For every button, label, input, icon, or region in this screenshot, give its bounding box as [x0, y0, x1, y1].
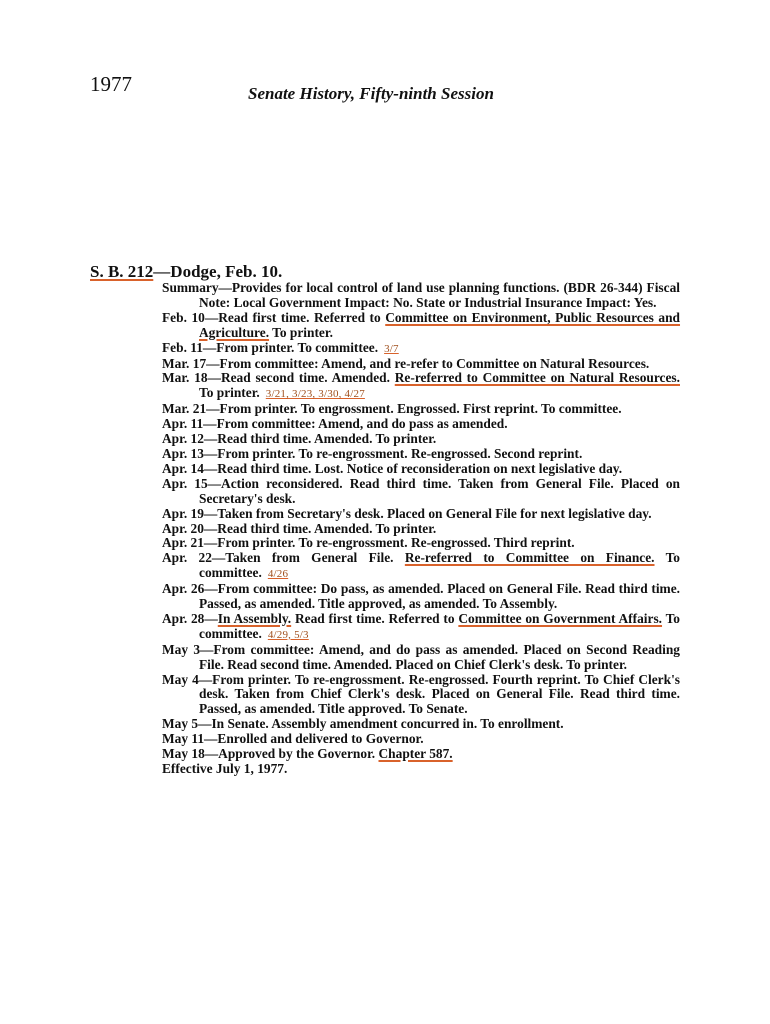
summary-entry: Summary—Provides for local control of land use planning functions. (BDR 26-344) Fiscal Note: Local Government Impact: No. State or Industrial Insurance Impact: Yes. [162, 280, 680, 310]
history-entry: Feb. 11—From printer. To committee. 3/7 [162, 339, 399, 355]
bill-number: S. B. 212 [90, 262, 154, 281]
history-entry: May 5—In Senate. Assembly amendment concurred in. To enrollment. [162, 716, 564, 732]
legislative-history [162, 281, 680, 777]
history-entry: Apr. 26—From committee: Do pass, as amended. Placed on General File. Read third time. Passed, as amended. Title approved, as amended. To Assembly. [162, 581, 680, 612]
history-entry: Apr. 11—From committee: Amend, and do pass as amended. [162, 416, 508, 432]
history-entry: Apr. 22—Taken from General File. Re-referred to Committee on Finance. To committee. 4/26 [162, 550, 680, 581]
handwritten-note: 4/29, 5/3 [267, 628, 309, 641]
bill-sponsor-date: —Dodge, Feb. 10. [153, 262, 283, 281]
effective-date: Effective July 1, 1977. [162, 761, 288, 776]
history-entry: Apr. 21—From printer. To re-engrossment. Re-engrossed. Third reprint. [162, 535, 575, 551]
history-entry: Mar. 17—From committee: Amend, and re-refer to Committee on Natural Resources. [162, 355, 650, 371]
history-entry: Apr. 19—Taken from Secretary's desk. Placed on General File for next legislative day. [162, 505, 652, 521]
history-entry: May 11—Enrolled and delivered to Governor. [162, 731, 424, 747]
history-entry: Apr. 28—In Assembly. Read first time. Referred to Committee on Government Affairs. To committee. 4/29, 5/3 [162, 610, 680, 641]
page-year: 1977 [90, 72, 132, 96]
history-entry: Apr. 15—Action reconsidered. Read third time. Taken from General File. Placed on Secretary's desk. [162, 475, 680, 506]
history-entry: Mar. 18—Read second time. Amended. Re-referred to Committee on Natural Resources. To printer. 3/21, 3/23, 3/30, 4/27 [162, 370, 680, 401]
handwritten-note: 3/7 [384, 342, 399, 355]
bill-title [90, 262, 282, 282]
running-head: Senate History, Fifty-ninth Session [248, 84, 494, 103]
history-entry: Apr. 13—From printer. To re-engrossment. Re-engrossed. Second reprint. [162, 445, 583, 461]
history-entry: Mar. 21—From printer. To engrossment. Engrossed. First reprint. To committee. [162, 401, 622, 417]
history-entry: Apr. 14—Read third time. Lost. Notice of reconsideration on next legislative day. [162, 460, 623, 476]
history-entry: Apr. 20—Read third time. Amended. To printer. [162, 520, 437, 536]
history-entry: Feb. 10—Read first time. Referred to Committee on Environment, Public Resources and Agriculture. To printer. [162, 309, 681, 340]
handwritten-note: 4/26 [267, 568, 289, 581]
history-entry: Apr. 12—Read third time. Amended. To printer. [162, 431, 437, 447]
history-entry: May 3—From committee: Amend, and do pass as amended. Placed on Second Reading File. Read second time. Amended. Placed on Chief Clerk's desk. To printer. [162, 641, 680, 672]
history-entry: May 18—Approved by the Governor. Chapter 587. [162, 746, 453, 762]
history-entry: May 4—From printer. To re-engrossment. Re-engrossed. Fourth reprint. To Chief Clerk's desk. Taken from Chief Clerk's desk. Placed on General File. Read third time. Passed, as amended. Title approved. To Senate. [162, 671, 680, 717]
handwritten-note: 3/21, 3/23, 3/30, 4/27 [265, 388, 365, 401]
